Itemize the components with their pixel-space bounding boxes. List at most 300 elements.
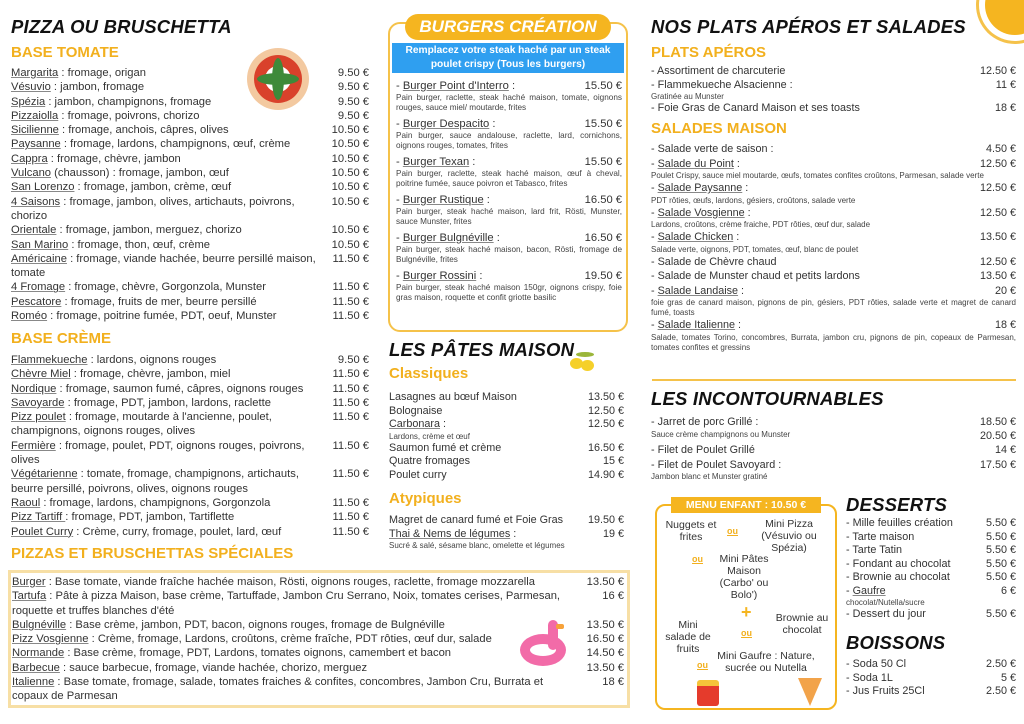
item-name: Végétarienne [11,468,78,481]
item-text: - Burger Despacito : [396,118,496,130]
item-row [846,558,1016,572]
menu-item [12,646,624,660]
item-price: 11.50 € [332,295,369,308]
item-suffix: : [733,231,740,243]
menu-item [11,238,369,252]
desserts-list [846,517,1016,622]
item-price-col [584,455,624,469]
item-detail: foie gras de canard maison, pignons de pin, gésiers, PDT rôties, salade verte et magret de canard fumé, toasts [651,298,1016,317]
item-name: Chèvre Miel [11,368,71,381]
item-description: : Pâte à pizza Maison, base crème, Tartuffade, Jambon Cru Serrano, Noix, tomates cerises, Parmesan, roquette et truffes blanches d'été [12,590,561,617]
item-price: 14 € [994,444,1016,456]
menu-item [12,632,624,646]
base-tomate-heading: BASE TOMATE [11,44,119,61]
plats-aperos-heading: PLATS APÉROS [651,44,767,61]
item-description: : fromage, viande hachée, beurre persillé maison, tomate [11,252,316,280]
item-price: 16.50 € [587,441,624,454]
aperos-title: NOS PLATS APÉROS ET SALADES [651,16,966,37]
item-text: - Filet de Poulet Savoyard : [651,458,782,471]
item-name: Quatre fromages [389,455,471,467]
menu-item [651,182,1016,206]
item-row [846,672,1016,686]
item-row [396,269,622,283]
item-name: Salade Italienne [657,319,736,331]
menu-item [651,270,1016,284]
item-price: 12.50 € [587,418,624,430]
menu-item [389,442,624,456]
item-name: Cappra [11,152,48,165]
menu-item [11,295,369,309]
item-text [11,223,329,237]
ou-label: ou [727,526,738,536]
item-text [11,95,329,109]
item-text [389,418,584,432]
item-detail: Salade, tomates Torino, concombres, Burrata, jambon cru, pignons de pin, copeaux de Parmesan, tomates confites et gressins [651,332,1016,352]
item-price: 13.50 € [587,391,624,403]
kid-mini-gaufre: Mini Gaufre : Nature, sucrée ou Nutella [717,650,815,674]
item-text [12,575,584,589]
item-price: 5.50 € [985,544,1016,556]
item-name: Burger Point d'Interro [402,80,509,92]
item-price: 11 € [995,78,1016,91]
item-name: Salade Paysanne [657,182,743,194]
item-suffix: : [510,527,517,540]
item-price-col [976,544,1016,558]
item-price: 13.50 € [586,661,624,674]
kid-mini-salade: Mini salade de fruits [665,619,711,655]
menu-item [651,158,1016,182]
item-price: 11.50 € [332,396,369,409]
item-description: : Crème, curry, fromage, poulet, lard, œuf [73,525,282,538]
item-text: - Mille feuilles création [846,517,953,529]
item-row [389,528,624,542]
item-description: : lardons, oignons rouges [87,354,217,366]
item-detail: Pain burger, steak haché maison 150gr, oignons crispy, foie gras maison, roquette et confit griotte basilic [396,283,622,302]
item-price-alt: 20.50 € [979,429,1016,442]
incontournables-title: LES INCONTOURNABLES [651,388,884,409]
item-text: - Salade verte de saison : [651,143,774,155]
menu-item [846,658,1016,672]
item-row [846,571,1016,585]
item-name: Margarita [11,67,59,79]
burgers-list [396,79,622,307]
item-text: - Assortiment de charcuterie [651,65,786,77]
item-row [651,143,1016,157]
menu-item [11,180,369,194]
item-name: Flammekueche [11,354,88,366]
item-price-col [976,65,1016,79]
item-price: 12.50 € [979,182,1016,194]
item-row [846,517,1016,531]
base-tomate-list [11,66,369,323]
item-price: 5.50 € [985,608,1016,620]
menu-item [396,231,622,265]
item-row [651,207,1016,221]
item-price-col [976,79,1016,93]
item-price: 11.50 € [332,382,369,395]
menu-item [11,195,369,224]
item-price-col [584,391,624,405]
item-name: Pescatore [11,295,62,308]
item-description: : fromage, thon, œuf, crème [68,238,210,251]
item-price: 10.50 € [331,124,369,137]
item-price: 14.50 € [586,647,624,660]
item-price-col [584,514,624,528]
menu-item [846,672,1016,686]
item-price: 18 € [602,676,624,689]
menu-item [651,102,1016,116]
item-detail: Jambon blanc et Munster gratiné [651,472,768,481]
item-name: Spézia [11,95,46,108]
item-name: Poulet curry [389,468,447,481]
kid-mini-pizza: Mini Pizza (Vésuvio ou Spézia) [761,518,817,554]
menu-item [11,525,369,539]
item-text: - Tarte maison [846,530,915,543]
item-name: Salade Landaise [657,284,739,297]
item-text: - Salade Vosgienne : [651,206,751,219]
item-description: : fromage, fruits de mer, beurre persillé [61,295,257,308]
menu-item [651,79,1016,103]
item-price-col [584,442,624,456]
item-price: 11.50 € [332,439,369,452]
item-description: : fromage, lardons, champignons, Gorgonzola [40,496,271,509]
item-price: 19.50 € [587,514,624,526]
item-price: 19 € [602,527,624,540]
item-price: 19.50 € [584,270,622,282]
item-price: 11.50 € [332,468,369,481]
item-description: : fromage, PDT, jambon, lardons, raclette [64,396,271,409]
item-text: - Salade du Point : [651,157,740,170]
item-price-col [976,231,1016,245]
item-price: 18.50 € [979,416,1016,428]
item-description: : fromage, anchois, câpres, olives [58,124,229,137]
item-detail: Pain burger, raclette, steak haché maison, tomate, oignons rouges, sauce miel/ moutarde, frites [396,93,622,112]
item-price-col [582,155,622,169]
item-name: Flammekueche Alsacienne : [657,78,793,91]
item-detail: Pain burger, steak haché maison, bacon, Rösti, fromage de Bulgnéville, frites [396,245,622,264]
item-price: 9.50 € [337,81,369,94]
menu-item [651,65,1016,79]
item-price-col [584,405,624,419]
menu-item [651,207,1016,231]
item-row [651,285,1016,299]
item-name: Burger Rossini [402,270,477,282]
item-name: San Lorenzo [11,181,75,194]
item-price: 11.50 € [332,281,369,294]
item-text: - Salade Chicken : [651,231,740,243]
menu-item [11,280,369,294]
item-price-col [976,102,1016,116]
menu-item [846,585,1016,609]
item-text: - Brownie au chocolat [846,571,950,583]
item-detail: Pain burger, steak haché maison, lard frit, Rösti, Munster, sauce Munster, frites [396,207,622,226]
item-row [389,469,624,483]
pizza-title: PIZZA OU BRUSCHETTA [11,16,232,37]
item-row [846,608,1016,622]
item-row [651,182,1016,196]
item-text: - Salade de Munster chaud et petits lardons [651,270,860,282]
item-text [11,280,329,294]
item-name: Burger Texan [402,156,470,168]
kid-mini-pates: Mini Pâtes Maison (Carbo' ou Bolo') [719,553,769,601]
item-price-col [976,182,1016,196]
item-price: 10.50 € [331,224,369,237]
item-row [389,418,624,432]
atypiques-list [389,514,624,551]
item-price-col [584,469,624,483]
item-row [389,514,624,528]
item-text [11,166,329,180]
item-text [11,439,329,468]
menu-enfant-title: MENU ENFANT : 10.50 € [671,497,821,513]
item-suffix: : [733,157,740,170]
item-description: : fromage, PDT, jambon, Tartiflette [65,511,235,524]
item-row [651,158,1016,172]
item-text [389,455,584,469]
item-text [11,510,329,524]
item-price: 5.50 € [985,557,1016,570]
item-text [389,528,584,542]
item-name: Salade du Point [657,157,734,170]
item-name: Fermière [11,439,56,452]
plus-sign: + [741,602,752,622]
item-price: 11.50 € [332,411,369,424]
item-name: Gaufre [852,584,886,597]
item-price: 15.50 € [584,80,622,92]
menu-item [11,152,369,166]
menu-item [389,418,624,442]
sun-icon [985,0,1024,35]
item-text: - Fondant au chocolat [846,557,951,570]
item-text [389,442,584,456]
item-description: : fromage, jambon, merguez, chorizo [56,224,242,237]
item-text [11,396,329,410]
item-text: - Burger Rossini : [396,270,483,282]
item-name: Carbonara [389,418,441,430]
item-text [389,391,584,405]
item-row [389,391,624,405]
item-price-col [976,608,1016,622]
item-name: Burger Despacito [402,118,490,130]
item-price: 13.50 € [586,576,624,588]
item-description: : fromage, chèvre, jambon, miel [70,368,231,381]
item-price: 5 € [1000,671,1016,684]
menu-item [389,469,624,483]
menu-item [389,528,624,552]
item-text [11,195,329,224]
item-description: : fromage, poulet, PDT, oignons rouges, poivrons, olives [11,439,305,467]
menu-item [11,109,369,123]
menu-item [396,193,622,227]
item-name: Tarte Tatin [852,544,903,556]
item-price: 18 € [994,319,1016,331]
item-suffix: : [476,270,483,282]
item-price-col [976,531,1016,545]
boissons-list [846,658,1016,699]
item-name: Tartufa [12,590,47,603]
item-name: Orientale [11,224,57,237]
item-price: 10.50 € [331,238,369,251]
item-price: 2.50 € [985,658,1016,670]
item-text [11,238,329,252]
menu-item [11,252,369,281]
item-text [12,632,584,646]
item-name: Pizz poulet [11,411,66,424]
item-price: 11.50 € [332,310,369,323]
menu-item [11,353,369,367]
menu-item [11,367,369,381]
item-detail: Gratinée au Munster [651,92,724,101]
menu-item [651,319,1016,353]
item-text [11,295,329,309]
item-name: Salade Chicken [657,231,734,243]
item-suffix: : [744,206,751,219]
item-text: - Jarret de porc Grillé : Sauce crème champignons ou Munster [651,416,976,440]
item-row [846,658,1016,672]
item-suffix: : [493,232,500,244]
menu-item [11,496,369,510]
item-text [11,467,329,496]
item-description: : fromage, poivrons, chorizo [58,109,200,122]
item-description: : Base crème, fromage, PDT, Lardons, tomates oignons, camembert et bacon [64,647,452,660]
item-description: : Base tomate, viande fraîche hachée maison, Rösti, oignons rouges, raclette, fromage mozzarella [45,576,535,588]
menu-item [12,618,624,632]
item-name: Italienne [12,676,55,689]
item-name: Burger [12,576,46,588]
item-price: 16.50 € [584,232,622,244]
item-name: Bulgnéville [12,618,67,631]
item-text [12,675,584,704]
item-text [11,525,329,539]
item-text [12,618,584,632]
menu-item [389,455,624,469]
item-text: - Foie Gras de Canard Maison et ses toasts [651,102,860,114]
menu-item [11,137,369,151]
item-description: : fromage, jambon, olives, artichauts, poivrons, chorizo [11,195,295,222]
item-name: Burger Bulgnéville [402,232,494,244]
item-row [846,685,1016,699]
item-row [651,459,1016,473]
item-price: 10.50 € [331,181,369,194]
classiques-heading: Classiques [389,365,469,382]
item-price: 16.50 € [584,194,622,206]
item-price: 16 € [602,590,624,603]
item-price-col [976,416,1016,443]
item-text: - Gaufre [846,584,886,597]
item-description: : fromage, jambon, crème, œuf [74,181,232,194]
item-description: : fromage, lardons, champignons, œuf, crème [60,138,291,151]
item-name: Tarte maison [852,530,915,543]
menu-item [846,571,1016,585]
item-price-col [976,585,1016,599]
divider [652,379,1016,381]
item-text [11,353,329,367]
item-detail: Sauce crème champignons ou Munster [651,429,791,439]
item-price: 13.50 € [586,618,624,631]
item-row [396,79,622,93]
item-price-col [976,685,1016,699]
desserts-title: DESSERTS [846,494,947,515]
item-name: Poulet Curry [11,525,74,538]
item-suffix: : [469,156,476,168]
item-price-col [976,571,1016,585]
boissons-title: BOISSONS [846,632,946,653]
menu-item [11,66,369,80]
base-creme-list [11,353,369,539]
item-row [396,231,622,245]
menu-item [11,223,369,237]
menu-item [651,416,1016,443]
item-text [12,646,584,660]
item-detail: chocolat/Nutella/sucre [846,598,925,607]
menu-item [12,675,624,704]
speciales-heading: PIZZAS ET BRUSCHETTAS SPÉCIALES [11,545,294,562]
item-name: Jus Fruits 25Cl [852,685,925,697]
item-price: 10.50 € [331,195,369,208]
item-suffix: : [735,319,742,331]
item-price: 11.50 € [332,525,369,538]
item-suffix: : [738,284,745,297]
item-description: : fromage, moutarde à l'ancienne, poulet, champignons, oignons rouges, olives [11,411,272,438]
item-name: Salade de Chèvre chaud [657,255,777,268]
item-text [389,405,584,419]
item-price-col [976,672,1016,686]
item-name: Foie Gras de Canard Maison et ses toasts [657,102,860,114]
item-price: 5.50 € [985,530,1016,543]
item-text [389,469,584,483]
item-name: Dessert du jour [852,608,926,620]
item-description: : fromage, saumon fumé, câpres, oignons rouges [56,382,304,395]
item-description: : jambon, champignons, fromage [45,95,212,108]
menu-item [651,256,1016,270]
item-price-col [976,658,1016,672]
item-detail: Poulet Crispy, sauce miel moutarde, œufs, tomates confites croûtons, Parmesan, salade verte [651,171,984,180]
item-description: : jambon, fromage [50,81,145,94]
item-row [651,256,1016,270]
item-price: 13.50 € [979,270,1016,282]
item-name: Fondant au chocolat [852,557,951,570]
item-text [11,80,329,94]
item-price-col [582,269,622,283]
item-detail: Lardons, crème et œuf [389,431,470,441]
item-name: Filet de Poulet Grillé [657,444,755,456]
item-detail: Salade verte, oignons, PDT, tomates, œuf, blanc de poulet [651,244,859,254]
item-name: Pizz Tartiff [11,511,66,524]
item-name: Salade verte de saison : [657,143,774,155]
burgers-title: BURGERS CRÉATION [405,14,611,40]
item-name: Bolognaise [389,404,443,417]
item-price: 17.50 € [979,458,1016,471]
item-price: 18 € [994,102,1016,114]
menu-item [846,558,1016,572]
item-price-col [976,319,1016,333]
menu-item [12,661,624,675]
item-name: Filet de Poulet Savoyard : [657,458,782,471]
base-creme-heading: BASE CRÈME [11,330,112,347]
item-suffix: : [489,118,496,130]
item-price-col [976,158,1016,172]
item-price: 11.50 € [332,252,369,265]
item-text: - Filet de Poulet Grillé [651,444,755,456]
menu-item [11,95,369,109]
item-text [12,589,584,618]
item-name: Raoul [11,496,41,509]
item-name: Salade de Munster chaud et petits lardons [657,270,860,282]
pizza-mascot-icon [798,678,822,706]
menu-item [11,396,369,410]
item-text: - Soda 50 Cl [846,658,907,670]
atypiques-heading: Atypiques [389,490,462,507]
